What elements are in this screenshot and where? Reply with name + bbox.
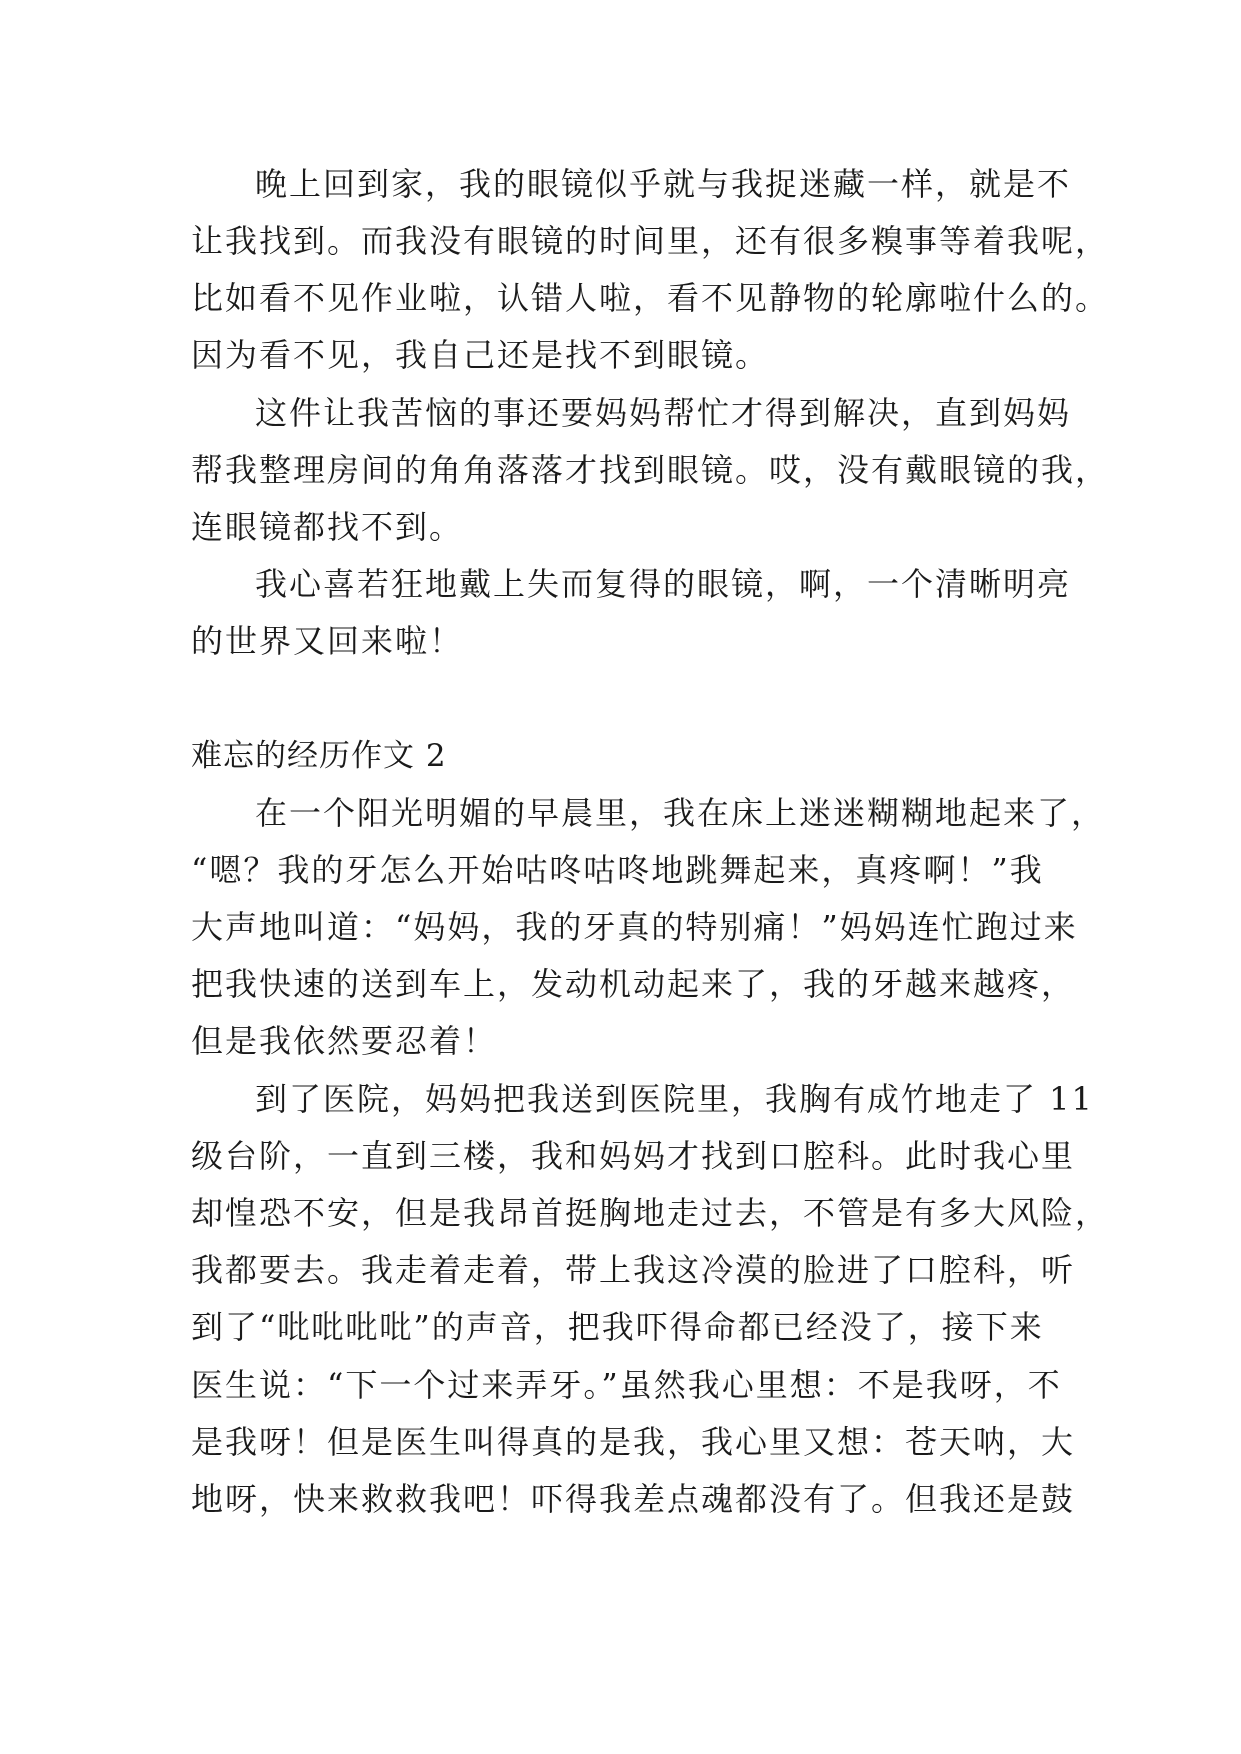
paragraph-line: 晚上回到家，我的眼镜似乎就与我捉迷藏一样，就是不	[255, 165, 1072, 203]
paragraph-line: 是我呀！但是医生叫得真的是我，我心里又想：苍天呐，大	[191, 1423, 1076, 1461]
paragraph-line: 的世界又回来啦！	[191, 622, 464, 660]
paragraph-line: 在一个阳光明媚的早晨里，我在床上迷迷糊糊地起来了，	[255, 794, 1106, 832]
paragraph-line: 我心喜若狂地戴上失而复得的眼镜，啊，一个清晰明亮	[255, 565, 1072, 603]
paragraph-line: “嗯？我的牙怎么开始咕咚咕咚地跳舞起来，真疼啊！”我	[191, 851, 1044, 889]
paragraph-line: 大声地叫道：“妈妈，我的牙真的特别痛！”妈妈连忙跑过来	[191, 908, 1078, 946]
paragraph-line: 级台阶，一直到三楼，我和妈妈才找到口腔科。此时我心里	[191, 1137, 1076, 1175]
paragraph-line: 比如看不见作业啦，认错人啦，看不见静物的轮廓啦什么的。	[191, 279, 1110, 317]
paragraph-line: 我都要去。我走着走着，带上我这冷漠的脸进了口腔科，听	[191, 1251, 1076, 1289]
paragraph-line: 医生说：“下一个过来弄牙。”虽然我心里想：不是我呀，不	[191, 1366, 1062, 1404]
paragraph-line: 但是我依然要忍着！	[191, 1022, 498, 1060]
paragraph-line: 因为看不见，我自己还是找不到眼镜。	[191, 336, 770, 374]
section-heading: 难忘的经历作文 2	[191, 738, 447, 774]
paragraph-line: 连眼镜都找不到。	[191, 508, 464, 546]
paragraph-line: 到了“吡吡吡吡”的声音，把我吓得命都已经没了，接下来	[191, 1308, 1044, 1346]
paragraph-line: 却惶恐不安，但是我昂首挺胸地走过去，不管是有多大风险，	[191, 1194, 1110, 1232]
paragraph-line: 帮我整理房间的角角落落才找到眼镜。哎，没有戴眼镜的我，	[191, 451, 1110, 489]
paragraph-line: 到了医院，妈妈把我送到医院里，我胸有成竹地走了 11	[255, 1080, 1094, 1118]
paragraph-line: 地呀，快来救救我吧！吓得我差点魂都没有了。但我还是鼓	[191, 1480, 1076, 1518]
paragraph-line: 让我找到。而我没有眼镜的时间里，还有很多糗事等着我呢，	[191, 222, 1110, 260]
paragraph-line: 把我快速的送到车上，发动机动起来了，我的牙越来越疼，	[191, 965, 1076, 1003]
paragraph-line: 这件让我苦恼的事还要妈妈帮忙才得到解决，直到妈妈	[255, 394, 1072, 432]
